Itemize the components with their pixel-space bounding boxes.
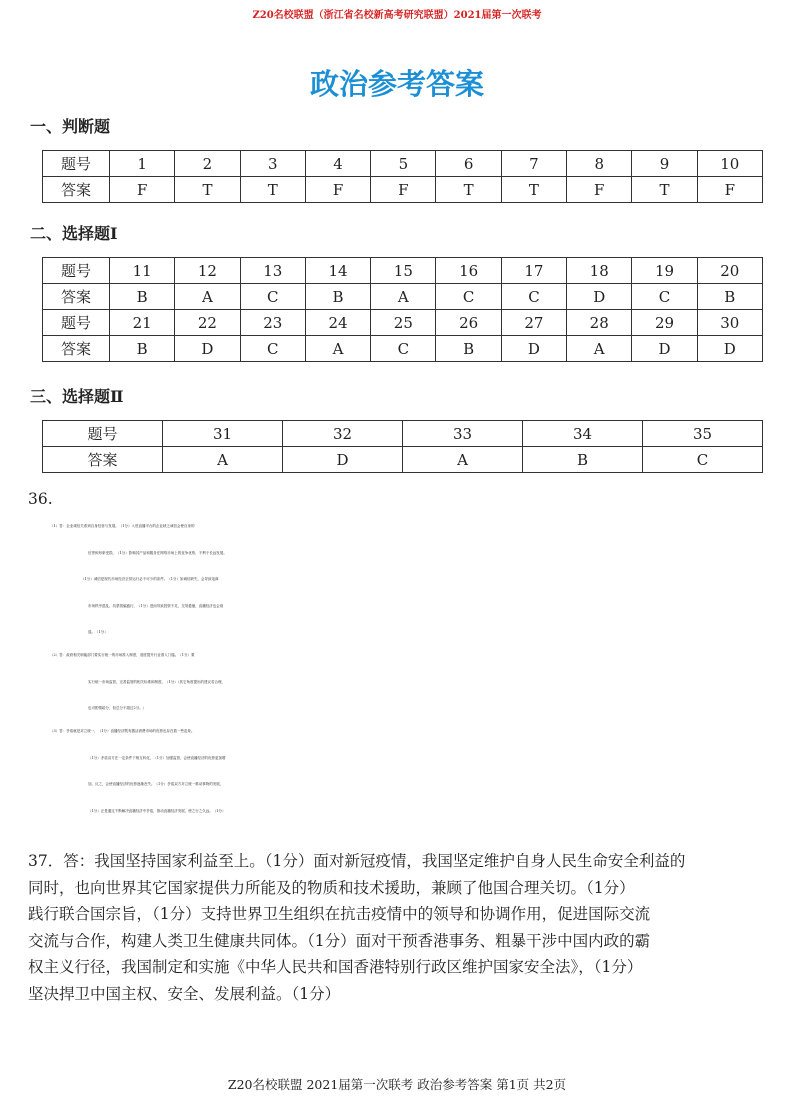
question-number: 15 <box>371 258 436 284</box>
answer-cell: F <box>110 177 175 203</box>
answer-cell: D <box>175 336 240 362</box>
question-36-number: 36. <box>28 490 53 508</box>
answer-cell: B <box>523 447 643 473</box>
answer-cell: B <box>305 284 370 310</box>
table-row <box>43 310 763 336</box>
section-heading-judgement: 一、判断题 <box>30 117 111 136</box>
answer-line: 退。（1分） <box>88 630 108 634</box>
answer-cell: B <box>436 336 501 362</box>
answer-cell: A <box>371 284 436 310</box>
table-row <box>43 284 763 310</box>
question-number: 34 <box>523 421 643 447</box>
question-number: 23 <box>240 310 305 336</box>
question-number: 28 <box>567 310 632 336</box>
answer-cell: C <box>501 284 566 310</box>
question-number: 22 <box>175 310 240 336</box>
answer-line: 坚决捍卫中国主权、安全、发展利益。（1分） <box>28 984 341 1003</box>
answer-cell: D <box>632 336 697 362</box>
answer-cell: F <box>305 177 370 203</box>
question-number: 2 <box>175 151 240 177</box>
question-number: 30 <box>697 310 762 336</box>
table-row <box>43 151 763 177</box>
question-number: 11 <box>110 258 175 284</box>
table-row <box>43 258 763 284</box>
question-36-part-3 <box>50 718 790 824</box>
row-label: 题号 <box>43 151 110 177</box>
section-heading-choice-2: 三、选择题Ⅱ <box>30 387 124 406</box>
answer-table-choice-2 <box>42 420 763 473</box>
question-number: 19 <box>632 258 697 284</box>
answer-cell: C <box>436 284 501 310</box>
answer-line: 信誉和形象受损，（1分）影响其产品和服务在网络市场上的竞争优势，不利于长远发展。 <box>88 550 227 555</box>
question-number: 24 <box>305 310 370 336</box>
row-label: 题号 <box>43 421 163 447</box>
answer-line: 市场秩序混乱、坑蒙拐骗盛行，（1分）进而导致投资不足、交易萎缩，直播经济也会衰 <box>88 603 224 608</box>
answer-cell: T <box>632 177 697 203</box>
answer-cell: A <box>163 447 283 473</box>
question-number: 20 <box>697 258 762 284</box>
answer-cell: C <box>632 284 697 310</box>
answer-cell: B <box>110 284 175 310</box>
question-number: 5 <box>371 151 436 177</box>
answer-table-judgement <box>42 150 763 203</box>
question-number: 8 <box>567 151 632 177</box>
document-subtitle: 政治参考答案 <box>309 67 484 101</box>
question-number: 6 <box>436 151 501 177</box>
row-label: 答案 <box>43 336 110 362</box>
question-number: 35 <box>643 421 763 447</box>
answer-cell: T <box>436 177 501 203</box>
answer-table-choice-1 <box>42 257 763 362</box>
answer-cell: B <box>697 284 762 310</box>
row-label: 答案 <box>43 284 110 310</box>
question-number: 31 <box>163 421 283 447</box>
answer-line: （1分）正是通过不断解决直播经济中矛盾，推动直播经济发展，使之行之久远。（1分） <box>88 808 226 813</box>
question-number: 16 <box>436 258 501 284</box>
page-footer: Z20名校联盟 2021届第一次联考 政治参考答案 第1页 共2页 <box>227 1077 567 1092</box>
question-number: 13 <box>240 258 305 284</box>
question-number: 29 <box>632 310 697 336</box>
question-36-part-1 <box>50 513 790 646</box>
question-number: 18 <box>567 258 632 284</box>
question-number: 14 <box>305 258 370 284</box>
answer-cell: F <box>567 177 632 203</box>
question-number: 33 <box>403 421 523 447</box>
row-label: 答案 <box>43 447 163 473</box>
question-number: 4 <box>305 151 370 177</box>
answer-cell: C <box>240 336 305 362</box>
answer-line: （2）答：政府相关职能部门要实行统一的市场准入制度，适度提升行业准入门槛。（1分）要 <box>50 653 195 657</box>
row-label: 答案 <box>43 177 110 203</box>
answer-cell: C <box>240 284 305 310</box>
table-row <box>43 177 763 203</box>
question-37 <box>28 848 788 1007</box>
answer-line: 实行统一市场监管，完善监管的相关标准和制度。（1分）（其它角度提出的建议若合理， <box>88 679 225 684</box>
question-number: 1 <box>110 151 175 177</box>
answer-cell: F <box>697 177 762 203</box>
table-row <box>43 336 763 362</box>
question-36-part-2 <box>50 642 790 722</box>
answer-cell: C <box>371 336 436 362</box>
question-number: 17 <box>501 258 566 284</box>
document-title: Z20名校联盟（浙江省名校新高考研究联盟）2021届第一次联考 <box>252 10 542 21</box>
question-number: 26 <box>436 310 501 336</box>
row-label: 题号 <box>43 310 110 336</box>
answer-line: 加，反之，会使直播经济的优势逐渐丧失。（1分）矛盾双方对立统一推动事物的发展， <box>88 782 224 786</box>
answer-cell: F <box>371 177 436 203</box>
answer-line: 践行联合国宗旨，（1分）支持世界卫生组织在抗击疫情中的领导和协调作用，促进国际交流 <box>28 905 651 923</box>
answer-line: 37．答：我国坚持国家利益至上。（1分）面对新冠疫情，我国坚定维护自身人民生命安全利益的 <box>28 852 686 870</box>
section-heading-choice-1: 二、选择题Ⅰ <box>30 224 118 243</box>
question-number: 12 <box>175 258 240 284</box>
answer-cell: C <box>643 447 763 473</box>
table-row <box>43 421 763 447</box>
answer-cell: A <box>567 336 632 362</box>
answer-line: 同时，也向世界其它国家提供力所能及的物质和技术援助，兼顾了他国合理关切。（1分） <box>28 878 635 897</box>
answer-cell: D <box>567 284 632 310</box>
answer-cell: T <box>240 177 305 203</box>
question-number: 25 <box>371 310 436 336</box>
answer-cell: T <box>175 177 240 203</box>
answer-line: 权主义行径，我国制定和实施《中华人民共和国香港特别行政区维护国家安全法》，（1分） <box>28 958 643 976</box>
answer-cell: B <box>110 336 175 362</box>
answer-line: （1分）诚信是现代市场经济正常运行必不可少的条件。（1分）如诚信缺失，会导致电商 <box>81 577 219 581</box>
answer-line: 交流与合作，构建人类卫生健康共同体。（1分）面对干预香港事务、粗暴干涉中国内政的霸 <box>28 931 651 950</box>
answer-cell: D <box>283 447 403 473</box>
question-number: 27 <box>501 310 566 336</box>
answer-line: （3）答：矛盾就是对立统一，（1分）直播经济既有激活消费市场的优势也存在着一些乱象。 <box>50 729 195 733</box>
question-number: 32 <box>283 421 403 447</box>
answer-cell: A <box>403 447 523 473</box>
answer-cell: T <box>501 177 566 203</box>
answer-cell: D <box>501 336 566 362</box>
question-number: 9 <box>632 151 697 177</box>
question-number: 10 <box>697 151 762 177</box>
answer-cell: A <box>305 336 370 362</box>
answer-cell: A <box>175 284 240 310</box>
row-label: 题号 <box>43 258 110 284</box>
table-row <box>43 447 763 473</box>
answer-cell: D <box>697 336 762 362</box>
answer-line: 也可酌情给分，但总分不超过2分。） <box>88 706 147 710</box>
question-number: 21 <box>110 310 175 336</box>
answer-line: （1）答：企业诚信关系到自身经营与发展。（1分）入驻直播平台的企业缺乏诚信会使自身的 <box>50 524 195 528</box>
question-number: 3 <box>240 151 305 177</box>
answer-line: （1分）矛盾双方在一定条件下相互转化，（1分）加强监管，会使直播经济的优势更加增 <box>88 755 226 760</box>
question-number: 7 <box>501 151 566 177</box>
